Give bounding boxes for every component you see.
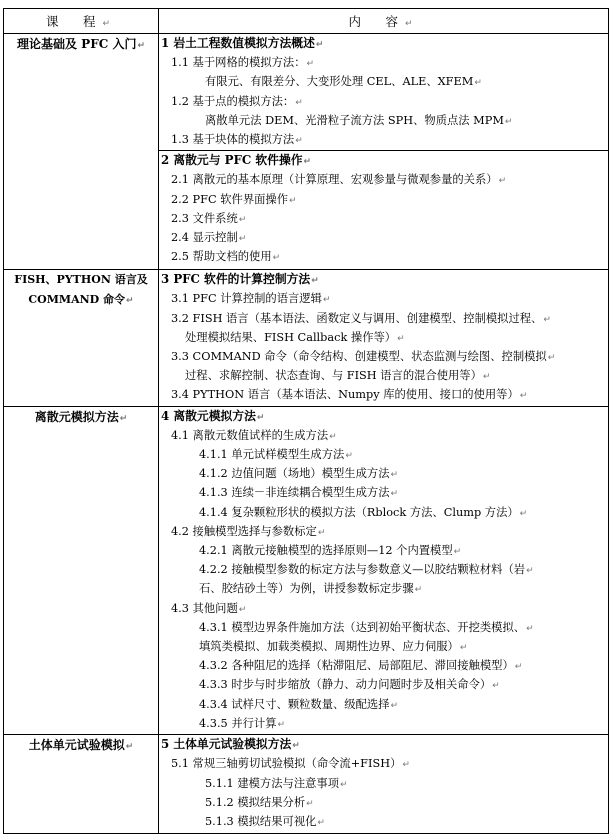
list-item: 2.1 离散元的基本原理（计算原理、宏观参量与微观参量的关系）↵ xyxy=(171,173,507,187)
list-item: 4.2.1 离散元接触模型的选择原则—12 个内置模型↵ xyxy=(199,544,462,558)
list-item: 4.1.3 连续－非连续耦合模型生成方法↵ xyxy=(199,486,399,500)
syllabus-table xyxy=(3,8,609,834)
paragraph-mark-icon: ↵ xyxy=(303,157,312,168)
paragraph-mark-icon: ↵ xyxy=(459,643,468,654)
content-cell xyxy=(159,406,609,734)
content-cell xyxy=(159,735,609,834)
paragraph-mark-icon: ↵ xyxy=(311,276,319,287)
section-title: 3 PFC 软件的计算控制方法↵ xyxy=(161,272,319,287)
list-item: 4.1.2 边值问题（场地）模型生成方法↵ xyxy=(199,467,399,481)
section-title: 1 岩土工程数值模拟方法概述↵ xyxy=(161,36,324,50)
course-cell: 理论基础及 PFC 入门↵ xyxy=(4,34,159,270)
list-item: 3.4 PYTHON 语言（基本语法、Numpy 库的使用、接口的使用等）↵ xyxy=(171,388,528,402)
course-cell: 离散元模拟方法↵ xyxy=(4,406,159,734)
list-item: 1.2 基于点的模拟方法：↵ xyxy=(171,94,303,108)
paragraph-mark-icon: ↵ xyxy=(277,719,286,730)
paragraph-mark-icon: ↵ xyxy=(119,413,128,424)
paragraph-mark-icon: ↵ xyxy=(390,470,399,481)
paragraph-mark-icon: ↵ xyxy=(289,195,297,206)
content-cell xyxy=(159,151,609,270)
list-item: 4.3 其他问题↵ xyxy=(171,601,247,615)
list-item: 5.1.3 模拟结果可视化↵ xyxy=(205,814,325,828)
list-item: 4.3.4 试样尺寸、颗粒数量、级配选择↵ xyxy=(199,697,399,711)
list-item: 3.3 COMMAND 命令（命令结构、创建模型、状态监测与绘图、控制模拟↵ xyxy=(171,350,556,364)
list-item: 4.2.2 接触模型参数的标定方法与参数意义—以胶结颗粒材料（岩↵ xyxy=(199,563,534,577)
paragraph-mark-icon: ↵ xyxy=(315,40,324,50)
paragraph-mark-icon: ↵ xyxy=(295,136,303,147)
header-course: 课 程↵ xyxy=(4,9,159,34)
table-row xyxy=(4,270,609,406)
table-row xyxy=(4,406,609,734)
paragraph-mark-icon: ↵ xyxy=(238,604,247,615)
list-item: 2.3 文件系统↵ xyxy=(171,211,247,225)
list-item: 有限元、有限差分、大变形处理 CEL、ALE、XFEM↵ xyxy=(205,75,482,89)
list-item: 5.1 常规三轴剪切试验模拟（命令流+FISH）↵ xyxy=(171,757,410,771)
paragraph-mark-icon: ↵ xyxy=(322,295,331,306)
paragraph-mark-icon: ↵ xyxy=(306,59,315,70)
paragraph-mark-icon: ↵ xyxy=(125,742,134,753)
content-cell xyxy=(159,34,609,151)
list-item: 过程、求解控制、状态查询、与 FISH 语言的混合使用等）↵ xyxy=(185,369,491,383)
paragraph-mark-icon: ↵ xyxy=(543,314,551,325)
list-item: 4.1 离散元数值试样的生成方法↵ xyxy=(171,428,337,442)
list-item: 处理模拟结果、FISH Callback 操作等）↵ xyxy=(185,330,405,344)
content-cell xyxy=(159,270,609,406)
paragraph-mark-icon: ↵ xyxy=(397,333,405,344)
list-item: 1.3 基于块体的模拟方法↵ xyxy=(171,133,303,147)
list-item: 4.3.5 并行计算↵ xyxy=(199,716,286,730)
list-item: 4.3.2 各种阻尼的选择（粘滞阻尼、局部阻尼、滞回接触模型）↵ xyxy=(199,659,523,673)
list-item: 4.1.1 单元试样模型生成方法↵ xyxy=(199,448,353,462)
paragraph-mark-icon: ↵ xyxy=(126,296,134,307)
list-item: 离散单元法 DEM、光滑粒子流方法 SPH、物质点法 MPM↵ xyxy=(205,113,513,127)
paragraph-mark-icon: ↵ xyxy=(526,623,534,634)
list-item: 填筑类模拟、加载类模拟、周期性边界、应力伺服）↵ xyxy=(199,640,468,654)
list-item: 1.1 基于网格的模拟方法：↵ xyxy=(171,56,315,70)
list-item: 3.1 PFC 计算控制的语言逻辑↵ xyxy=(171,292,331,306)
list-item: 石、胶结砂土等）为例，讲授参数标定步骤↵ xyxy=(199,582,423,596)
table-header-row xyxy=(4,9,609,34)
header-content: 内 容↵ xyxy=(159,9,609,34)
paragraph-mark-icon: ↵ xyxy=(519,508,528,519)
paragraph-mark-icon: ↵ xyxy=(317,817,325,828)
paragraph-mark-icon: ↵ xyxy=(526,566,534,577)
paragraph-mark-icon: ↵ xyxy=(137,41,145,51)
paragraph-mark-icon: ↵ xyxy=(292,741,300,752)
list-item: 3.2 FISH 语言（基本语法、函数定义与调用、创建模型、控制模拟过程、↵ xyxy=(171,311,551,325)
paragraph-mark-icon: ↵ xyxy=(498,176,507,187)
paragraph-mark-icon: ↵ xyxy=(102,19,117,29)
paragraph-mark-icon: ↵ xyxy=(306,798,314,809)
list-item: 4.1.4 复杂颗粒形状的模拟方法（Rblock 方法、Clump 方法）↵ xyxy=(199,505,528,519)
list-item: 5.1.1 建模方法与注意事项↵ xyxy=(205,776,348,790)
paragraph-mark-icon: ↵ xyxy=(238,234,247,245)
course-cell: 土体单元试验模拟↵ xyxy=(4,735,159,834)
list-item: 5.1.2 模拟结果分析↵ xyxy=(205,795,314,809)
paragraph-mark-icon: ↵ xyxy=(547,353,556,364)
paragraph-mark-icon: ↵ xyxy=(404,19,419,29)
paragraph-mark-icon: ↵ xyxy=(474,78,482,89)
paragraph-mark-icon: ↵ xyxy=(390,489,399,500)
table-row xyxy=(4,34,609,151)
list-item: 4.3.1 模型边界条件施加方法（达到初始平衡状态、开挖类模拟、↵ xyxy=(199,620,534,634)
paragraph-mark-icon: ↵ xyxy=(238,214,247,225)
paragraph-mark-icon: ↵ xyxy=(390,700,399,711)
section-title: 4 离散元模拟方法↵ xyxy=(161,408,265,423)
paragraph-mark-icon: ↵ xyxy=(345,451,353,462)
list-item: 4.2 接触模型选择与参数标定↵ xyxy=(171,524,326,538)
paragraph-mark-icon: ↵ xyxy=(340,779,348,790)
paragraph-mark-icon: ↵ xyxy=(329,431,337,442)
paragraph-mark-icon: ↵ xyxy=(514,662,523,673)
paragraph-mark-icon: ↵ xyxy=(519,391,528,402)
section-title: 5 土体单元试验模拟方法↵ xyxy=(161,737,300,752)
paragraph-mark-icon: ↵ xyxy=(504,116,513,127)
list-item: 4.3.3 时步与时步缩放（静力、动力问题时步及相关命令）↵ xyxy=(199,678,500,692)
paragraph-mark-icon: ↵ xyxy=(482,372,491,383)
paragraph-mark-icon: ↵ xyxy=(317,527,326,538)
section-title: 2 离散元与 PFC 软件操作↵ xyxy=(161,153,312,168)
paragraph-mark-icon: ↵ xyxy=(402,760,410,771)
paragraph-mark-icon: ↵ xyxy=(492,681,500,692)
paragraph-mark-icon: ↵ xyxy=(256,412,265,423)
table-row xyxy=(4,735,609,834)
list-item: 2.5 帮助文档的使用↵ xyxy=(171,250,281,264)
course-cell: FISH、PYTHON 语言及 COMMAND 命令↵ xyxy=(4,270,159,406)
paragraph-mark-icon: ↵ xyxy=(414,585,423,596)
paragraph-mark-icon: ↵ xyxy=(295,97,303,108)
paragraph-mark-icon: ↵ xyxy=(453,547,462,558)
paragraph-mark-icon: ↵ xyxy=(272,253,281,264)
list-item: 2.4 显示控制↵ xyxy=(171,231,247,245)
list-item: 2.2 PFC 软件界面操作↵ xyxy=(171,192,297,206)
